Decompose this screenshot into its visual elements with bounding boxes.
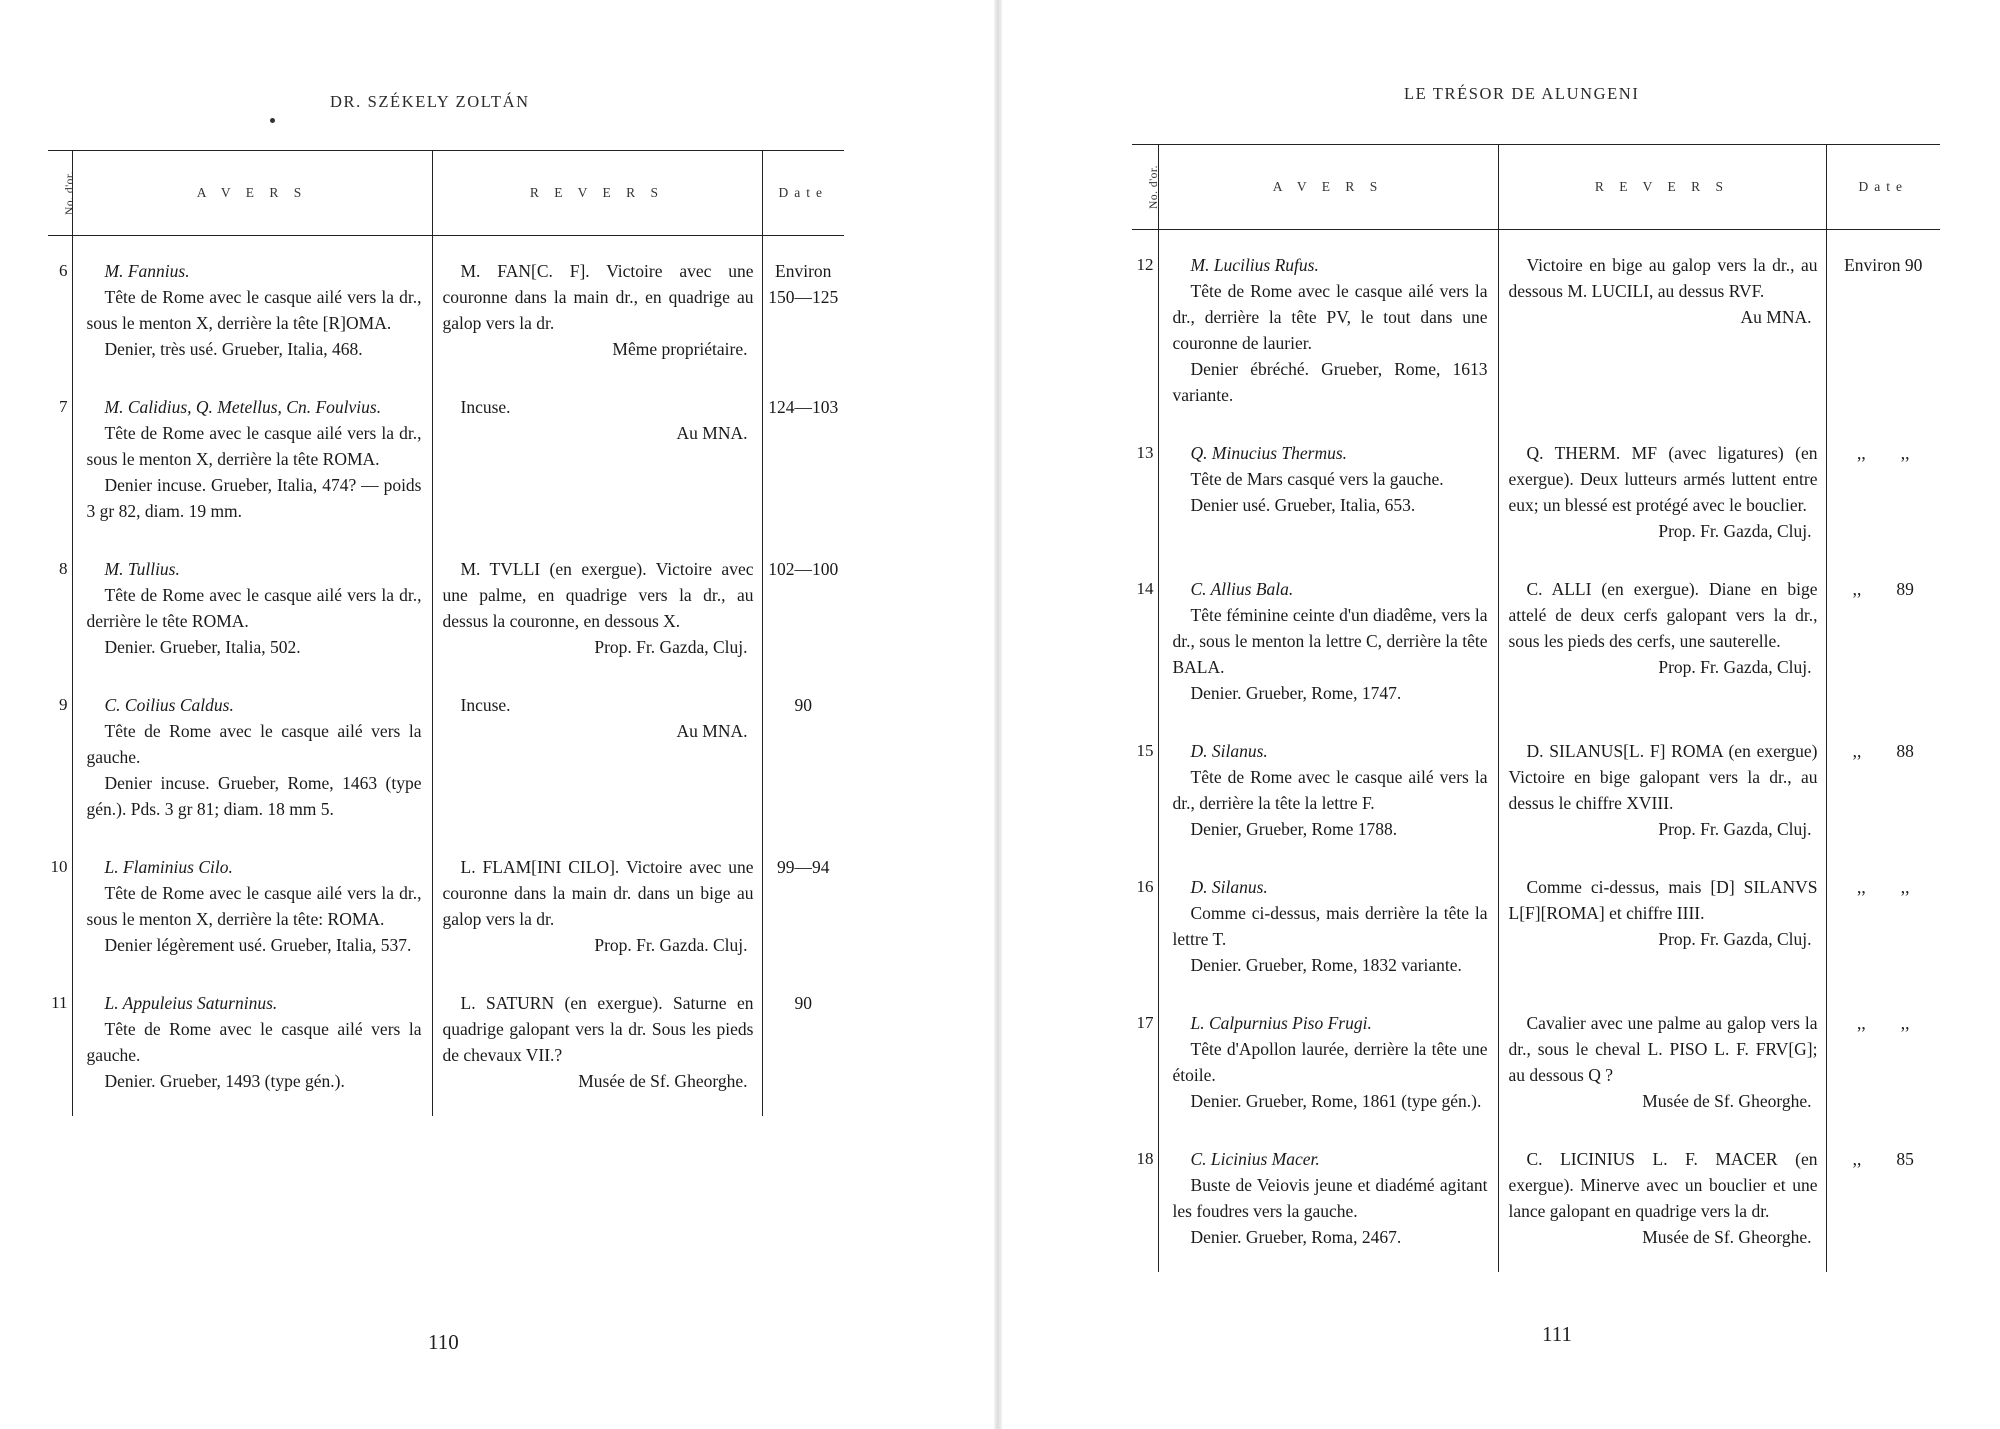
date-cell: ,, 89 [1852, 579, 1914, 599]
date-cell: Environ 90 [1844, 255, 1923, 275]
denomination-reference: Denier ébréché. Grueber, Rome, 1613 variante. [1172, 359, 1488, 405]
entry-number: 11 [48, 974, 72, 1110]
reverse-cell [1498, 858, 1826, 994]
reverse-description: Victoire en bige au galop vers la dr., au dessous M. LUCILI, au dessus RVF. [1508, 255, 1818, 301]
page-left [0, 0, 994, 1429]
reverse-description: C. LICINIUS L. F. MACER (en exergue). Minerve avec un bouclier et une lance galopant en quadrige vers la dr. [1508, 1149, 1818, 1221]
obverse-cell [1158, 722, 1498, 858]
owner-location: Au MNA. [676, 721, 748, 741]
denomination-reference: Denier. Grueber, Rome, 1747. [1190, 683, 1402, 703]
reverse-description: M. FAN[C. F]. Victoire avec une couronne dans la main dr., en quadrige au galop vers la dr. [442, 261, 754, 333]
moneyer-name: M. Fannius. [104, 261, 190, 281]
obverse-description: Tête de Rome avec le casque ailé vers la dr., derrière le tête ROMA. [86, 585, 422, 631]
date-cell: ,, ,, [1857, 443, 1910, 463]
table-header-row [1132, 145, 1940, 230]
moneyer-name: L. Appuleius Saturninus. [104, 993, 278, 1013]
page-number: 110 [428, 1330, 459, 1354]
reverse-description: C. ALLI (en exergue). Diane en bige attelé de deux cerfs galopant vers la dr., sous les pieds des cerfs, une sauterelle. [1508, 579, 1818, 651]
denomination-reference: Denier. Grueber, Rome, 1861 (type gén.). [1190, 1091, 1482, 1111]
obverse-cell [1158, 994, 1498, 1130]
obverse-description: Tête de Rome avec le casque ailé vers la gauche. [86, 721, 422, 767]
coin-table [48, 150, 844, 1116]
denomination-reference: Denier. Grueber, Rome, 1832 variante. [1190, 955, 1462, 975]
coin-entry-row [48, 540, 844, 676]
obverse-cell [72, 378, 432, 540]
obverse-description: Tête de Rome avec le casque ailé vers la dr., sous le menton X, derrière la tête [R]OMA. [86, 287, 422, 333]
moneyer-name: C. Licinius Macer. [1190, 1149, 1320, 1169]
moneyer-name: C. Coilius Caldus. [104, 695, 234, 715]
date-cell: ,, ,, [1857, 1013, 1910, 1033]
reverse-cell [432, 378, 762, 540]
reverse-description: D. SILANUS[L. F] ROMA (en exergue) Victoire en bige galopant vers la dr., au dessus le chiffre XVIII. [1508, 741, 1818, 813]
reverse-column-header: R E V E R S [1498, 145, 1826, 230]
obverse-cell [1158, 1130, 1498, 1266]
moneyer-name: L. Calpurnius Piso Frugi. [1190, 1013, 1372, 1033]
reverse-description: Cavalier avec une palme au galop vers la dr., sous le cheval L. PISO L. F. FRV[G]; au dessous Q ? [1508, 1013, 1818, 1085]
obverse-cell [1158, 560, 1498, 722]
table-body [1132, 230, 1940, 1273]
reverse-description: Q. THERM. MF (avec ligatures) (en exergue). Deux lutteurs armés luttent entre eux; un blessé est protégé avec le bouclier. [1508, 443, 1818, 515]
reverse-column-header: R E V E R S [432, 151, 762, 236]
date-column-header: Date [762, 151, 844, 236]
obverse-cell [1158, 230, 1498, 425]
denomination-reference: Denier incuse. Grueber, Italia, 474? — poids 3 gr 82, diam. 19 mm. [86, 475, 422, 521]
denomination-reference: Denier légèrement usé. Grueber, Italia, 537. [104, 935, 412, 955]
running-head: LE TRÉSOR DE ALUNGENI [1404, 84, 1640, 103]
reverse-cell [1498, 560, 1826, 722]
denomination-reference: Denier, Grueber, Rome 1788. [1190, 819, 1398, 839]
obverse-cell [72, 676, 432, 838]
reverse-description: Incuse. [460, 695, 511, 715]
reverse-cell [1498, 1130, 1826, 1266]
denomination-reference: Denier. Grueber, 1493 (type gén.). [104, 1071, 345, 1091]
entry-number: 17 [1132, 994, 1158, 1130]
moneyer-name: D. Silanus. [1190, 741, 1268, 761]
reverse-cell [432, 236, 762, 379]
entry-number: 8 [48, 540, 72, 676]
obverse-cell [72, 838, 432, 974]
ink-speck [270, 118, 275, 123]
reverse-cell [1498, 424, 1826, 560]
coin-entry-row [48, 378, 844, 540]
entry-number: 18 [1132, 1130, 1158, 1266]
coin-entry-row [1132, 230, 1940, 425]
page-right [1002, 0, 2000, 1429]
coin-entry-row [1132, 994, 1940, 1130]
moneyer-name: D. Silanus. [1190, 877, 1268, 897]
reverse-cell [432, 676, 762, 838]
moneyer-name: C. Allius Bala. [1190, 579, 1294, 599]
owner-location: Prop. Fr. Gazda, Cluj. [1658, 819, 1812, 839]
reverse-cell [1498, 994, 1826, 1130]
entry-number: 9 [48, 676, 72, 838]
date-column-header: Date [1826, 145, 1940, 230]
coin-entry-row [1132, 424, 1940, 560]
obverse-description: Tête de Rome avec le casque ailé vers la dr., sous le menton X, derrière la tête: ROMA. [86, 883, 422, 929]
coin-entry-row [48, 236, 844, 379]
denomination-reference: Denier, très usé. Grueber, Italia, 468. [104, 339, 363, 359]
entry-number: 7 [48, 378, 72, 540]
obverse-description: Tête d'Apollon laurée, derrière la tête une étoile. [1172, 1039, 1488, 1085]
moneyer-name: M. Lucilius Rufus. [1190, 255, 1319, 275]
coin-entry-row [1132, 1130, 1940, 1266]
reverse-description: Incuse. [460, 397, 511, 417]
obverse-description: Tête féminine ceinte d'un diadême, vers la dr., sous le menton la lettre C, derrière la tête BALA. [1172, 605, 1488, 677]
table-header-row [48, 151, 844, 236]
date-cell: ,, ,, [1857, 877, 1910, 897]
reverse-description: M. TVLLI (en exergue). Victoire avec une palme, en quadrige vers la dr., au dessus la couronne, en dessous X. [442, 559, 754, 631]
moneyer-name: L. Flaminius Cilo. [104, 857, 233, 877]
date-cell: ,, 88 [1852, 741, 1914, 761]
coin-entry-row [48, 838, 844, 974]
date-cell: 90 [794, 993, 812, 1013]
owner-location: Musée de Sf. Gheorghe. [1642, 1091, 1812, 1111]
obverse-description: Tête de Rome avec le casque ailé vers la dr., sous le menton X, derrière la tête ROMA. [86, 423, 422, 469]
moneyer-name: M. Tullius. [104, 559, 180, 579]
coin-entry-row [1132, 858, 1940, 994]
page-number: 111 [1542, 1322, 1572, 1346]
entry-number: 16 [1132, 858, 1158, 994]
entry-number: 12 [1132, 230, 1158, 425]
owner-location: Prop. Fr. Gazda, Cluj. [1658, 657, 1812, 677]
obverse-cell [72, 236, 432, 379]
owner-location: Prop. Fr. Gazda, Cluj. [1658, 929, 1812, 949]
reverse-cell [432, 974, 762, 1110]
date-cell: 102—100 [768, 559, 839, 579]
obverse-description: Buste de Veiovis jeune et diadémé agitant les foudres vers la gauche. [1172, 1175, 1488, 1221]
obverse-description: Tête de Rome avec le casque ailé vers la gauche. [86, 1019, 422, 1065]
reverse-cell [1498, 230, 1826, 425]
reverse-cell [432, 838, 762, 974]
owner-location: Même propriétaire. [612, 339, 748, 359]
coin-entry-row [1132, 560, 1940, 722]
owner-location: Prop. Fr. Gazda, Cluj. [594, 637, 748, 657]
denomination-reference: Denier usé. Grueber, Italia, 653. [1190, 495, 1416, 515]
obverse-cell [1158, 858, 1498, 994]
coin-table [1132, 144, 1940, 1272]
moneyer-name: Q. Minucius Thermus. [1190, 443, 1348, 463]
denomination-reference: Denier. Grueber, Roma, 2467. [1190, 1227, 1402, 1247]
owner-location: Musée de Sf. Gheorghe. [1642, 1227, 1812, 1247]
reverse-description: Comme ci-dessus, mais [D] SILANVS L[F][ROMA] et chiffre IIII. [1508, 877, 1818, 923]
entry-number: 15 [1132, 722, 1158, 858]
obverse-description: Comme ci-dessus, mais derrière la tête la lettre T. [1172, 903, 1488, 949]
denomination-reference: Denier. Grueber, Italia, 502. [104, 637, 301, 657]
obverse-cell [72, 974, 432, 1110]
entry-number: 14 [1132, 560, 1158, 722]
running-head: DR. SZÉKELY ZOLTÁN [330, 92, 530, 111]
coin-entry-row [48, 974, 844, 1110]
book-gutter [994, 0, 1002, 1429]
date-cell: Environ 150—125 [768, 261, 839, 307]
obverse-column-header: A V E R S [1158, 145, 1498, 230]
date-cell: 90 [794, 695, 812, 715]
entry-number: 6 [48, 236, 72, 379]
obverse-description: Tête de Mars casqué vers la gauche. [1190, 469, 1444, 489]
table-end-spacer [1132, 1266, 1940, 1272]
reverse-cell [432, 540, 762, 676]
obverse-column-header: A V E R S [72, 151, 432, 236]
owner-location: Musée de Sf. Gheorghe. [578, 1071, 748, 1091]
date-cell: 124—103 [768, 397, 839, 417]
table-body [48, 236, 844, 1117]
obverse-description: Tête de Rome avec le casque ailé vers la dr., derrière la tête la lettre F. [1172, 767, 1488, 813]
table-end-spacer [48, 1110, 844, 1116]
owner-location: Au MNA. [676, 423, 748, 443]
reverse-cell [1498, 722, 1826, 858]
coin-entry-row [1132, 722, 1940, 858]
reverse-description: L. FLAM[INI CILO]. Victoire avec une couronne dans la main dr. dans un bige au galop vers la dr. [442, 857, 754, 929]
date-cell: 99—94 [777, 857, 830, 877]
obverse-cell [72, 540, 432, 676]
date-cell: ,, 85 [1852, 1149, 1914, 1169]
entry-number: 13 [1132, 424, 1158, 560]
number-column-header: No. d'or. [1132, 145, 1158, 230]
obverse-cell [1158, 424, 1498, 560]
moneyer-name: M. Calidius, Q. Metellus, Cn. Foulvius. [104, 397, 382, 417]
denomination-reference: Denier incuse. Grueber, Rome, 1463 (type gén.). Pds. 3 gr 81; diam. 18 mm 5. [86, 773, 422, 819]
number-column-header: No. d'or. [48, 151, 72, 236]
obverse-description: Tête de Rome avec le casque ailé vers la dr., derrière la tête PV, le tout dans une couronne de laurier. [1172, 281, 1488, 353]
owner-location: Prop. Fr. Gazda. Cluj. [594, 935, 748, 955]
entry-number: 10 [48, 838, 72, 974]
reverse-description: L. SATURN (en exergue). Saturne en quadrige galopant vers la dr. Sous les pieds de chevaux VII.? [442, 993, 754, 1065]
owner-location: Au MNA. [1740, 307, 1812, 327]
owner-location: Prop. Fr. Gazda, Cluj. [1658, 521, 1812, 541]
coin-entry-row [48, 676, 844, 838]
